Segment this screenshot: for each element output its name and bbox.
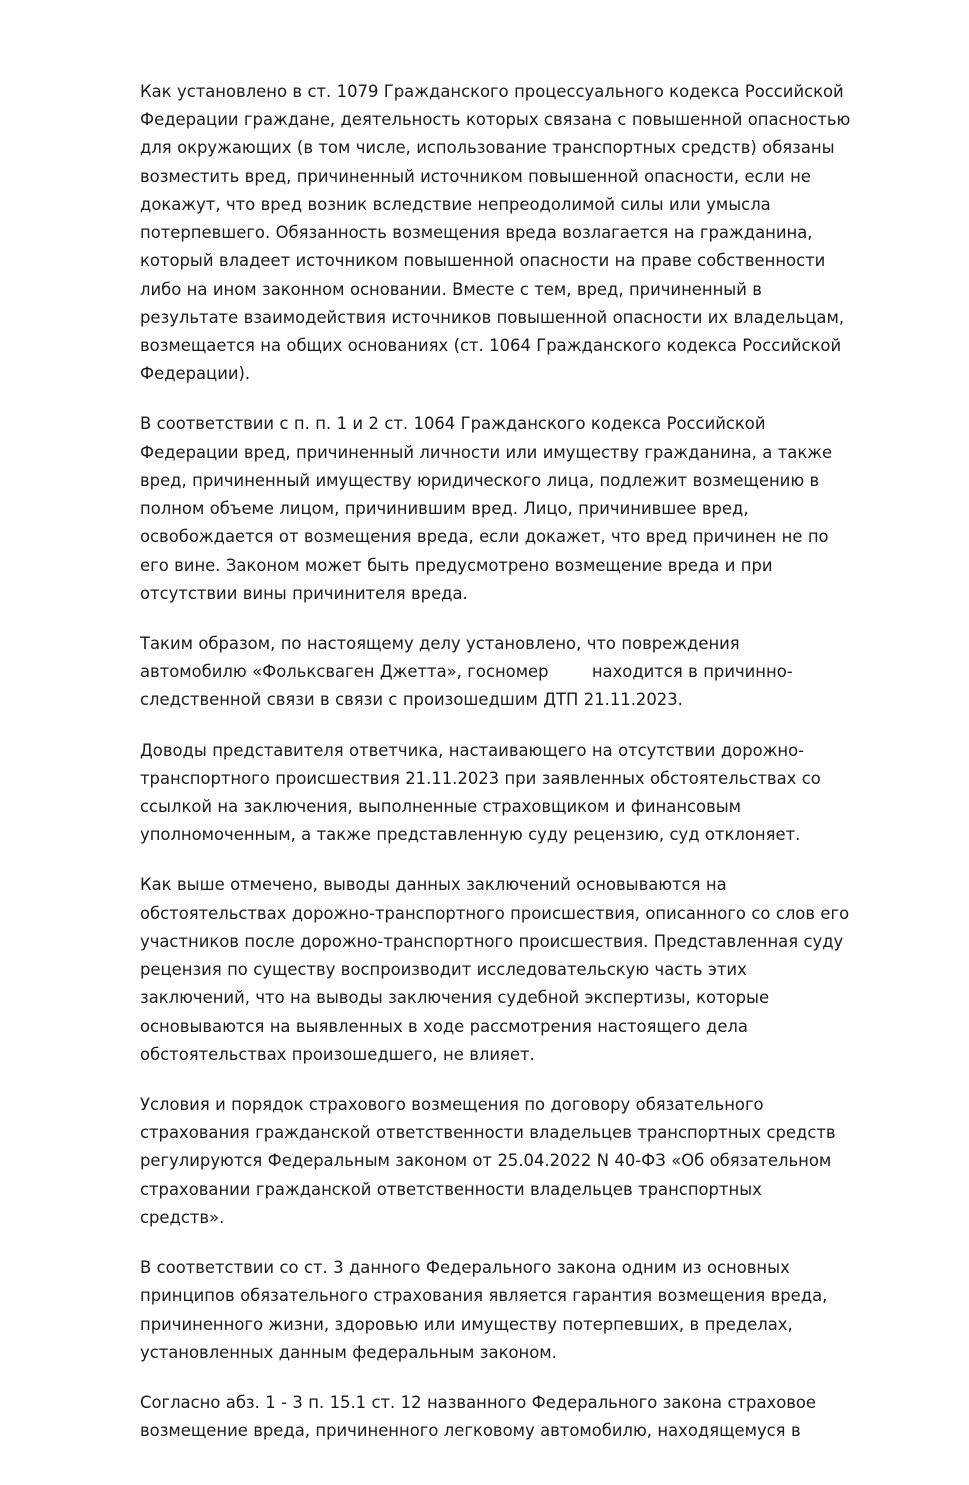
paragraph: Согласно абз. 1 - 3 п. 15.1 ст. 12 названного Федерального закона страховое возмещение вреда, причиненного легковому автомобилю, находящемуся в xyxy=(140,1392,822,1441)
paragraph: Доводы представителя ответчика, настаивающего на отсутствии дорожно-транспортного происшествия 21.11.2023 при заявленных обстоятельствах со ссылкой на заключения, выполненные страховщиком и финансовым уполномоченным, а также представленную суду рецензию, суд отклоняет. xyxy=(140,740,827,845)
document-body xyxy=(140,78,856,1445)
paragraph: Таким образом, по настоящему делу установлено, что повреждения автомобилю «Фольксваген Джетта», госномер находится в причинно-следственной связи в связи с произошедшим ДТП 21.11.2023. xyxy=(140,633,793,710)
paragraph: Как установлено в ст. 1079 Гражданского процессуального кодекса Российской Федерации граждане, деятельность которых связана с повышенной опасностью для окружающих (в том числе, использование транспортных средств) обязаны возместить вред, причиненный источником повышенной опасности, если не докажут, что вред возник вследствие непреодолимой силы или умысла потерпевшего. Обязанность возмещения вреда возлагается на гражданина, который владеет источником повышенной опасности на праве собственности либо на ином законном основании. Вместе с тем, вред, причиненный в результате взаимодействия источников повышенной опасности их владельцам, возмещается на общих основаниях (ст. 1064 Гражданского кодекса Российской Федерации). xyxy=(140,82,856,384)
paragraph: Условия и порядок страхового возмещения по договору обязательного страхования гражданской ответственности владельцев транспортных средств регулируются Федеральным законом от 25.04.2022 N 40-ФЗ «Об обязательном страховании гражданской ответственности владельцев транспортных средств». xyxy=(140,1095,841,1227)
paragraph: В соответствии со ст. 3 данного Федерального закона одним из основных принципов обязательного страхования является гарантия возмещения вреда, причиненного жизни, здоровью или имуществу потерпевших, в пределах, установленных данным федеральным законом. xyxy=(140,1258,833,1362)
paragraph: В соответствии с п. п. 1 и 2 ст. 1064 Гражданского кодекса Российской Федерации вред, причиненный личности или имуществу гражданина, а также вред, причиненный имуществу юридического лица, подлежит возмещению в полном объеме лицом, причинившим вред. Лицо, причинившее вред, освобождается от возмещения вреда, если докажет, что вред причинен не по его вине. Законом может быть предусмотрено возмещение вреда и при отсутствии вины причинителя вреда. xyxy=(140,414,838,603)
paragraph: Как выше отмечено, выводы данных заключений основываются на обстоятельствах дорожно-транспортного происшествия, описанного со слов его участников после дорожно-транспортного происшествия. Представленная суду рецензия по существу воспроизводит исследовательскую часть этих заключений, что на выводы заключения судебной экспертизы, которые основываются на выявленных в ходе рассмотрения настоящего дела обстоятельствах произошедшего, не влияет. xyxy=(140,875,855,1064)
